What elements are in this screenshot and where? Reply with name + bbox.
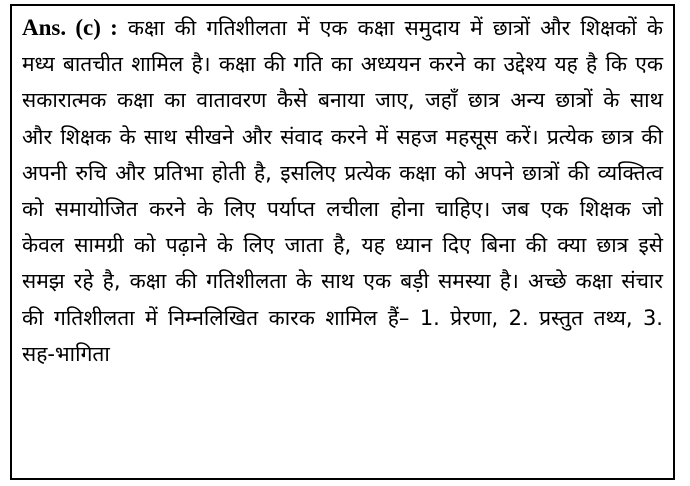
answer-body: कक्षा की गतिशीलता में एक कक्षा समुदाय में छात्रों और शिक्षकों के मध्य बातचीत शामिल है। कक्षा की गति का अध्ययन करने का उद्देश्य यह है कि एक सकारात्मक कक्षा का वातावरण कैसे बनाया जाए, जहाँ छात्र अन्य छात्रों के साथ और शिक्षक के साथ सीखने और संवाद करने में सहज महसूस करें। प्रत्येक छात्र की अपनी रुचि और प्रतिभा होती है, इसलिए प्रत्येक कक्षा को अपने छात्रों की व्यक्तित्व को समायोजित करने के लिए पर्याप्त लचीला होना चाहिए। जब एक शिक्षक जो केवल सामग्री को पढ़ाने के लिए जाता है, यह ध्यान दिए बिना की क्या छात्र इसे समझ रहे है, कक्षा की गतिशीलता के साथ एक बड़ी समस्या है। अच्छे कक्षा संचार की गतिशीलता में निम्नलिखित कारक शामिल हैं– 1. प्रेरणा, 2. प्रस्तुत तथ्य, 3. सह-भागिता [22, 16, 663, 366]
answer-label: Ans. (c) : [22, 15, 118, 40]
answer-box [10, 4, 675, 480]
answer-paragraph [22, 10, 663, 372]
